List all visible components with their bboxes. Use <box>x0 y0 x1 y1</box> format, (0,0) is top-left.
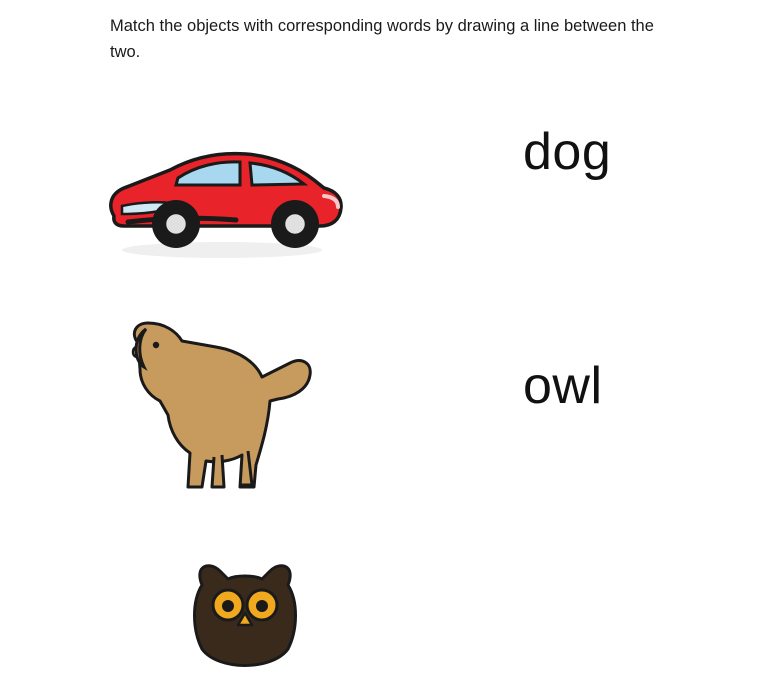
instructions-text: Match the objects with corresponding words by drawing a line between the two. <box>110 17 654 61</box>
object-owl[interactable] <box>180 555 310 675</box>
dog-icon <box>120 305 330 505</box>
owl-icon <box>180 555 310 675</box>
car-icon <box>100 128 350 263</box>
word-owl[interactable]: owl <box>523 357 603 415</box>
object-car[interactable] <box>100 128 350 263</box>
word-dog[interactable]: dog <box>523 123 612 181</box>
object-dog[interactable] <box>120 305 330 505</box>
